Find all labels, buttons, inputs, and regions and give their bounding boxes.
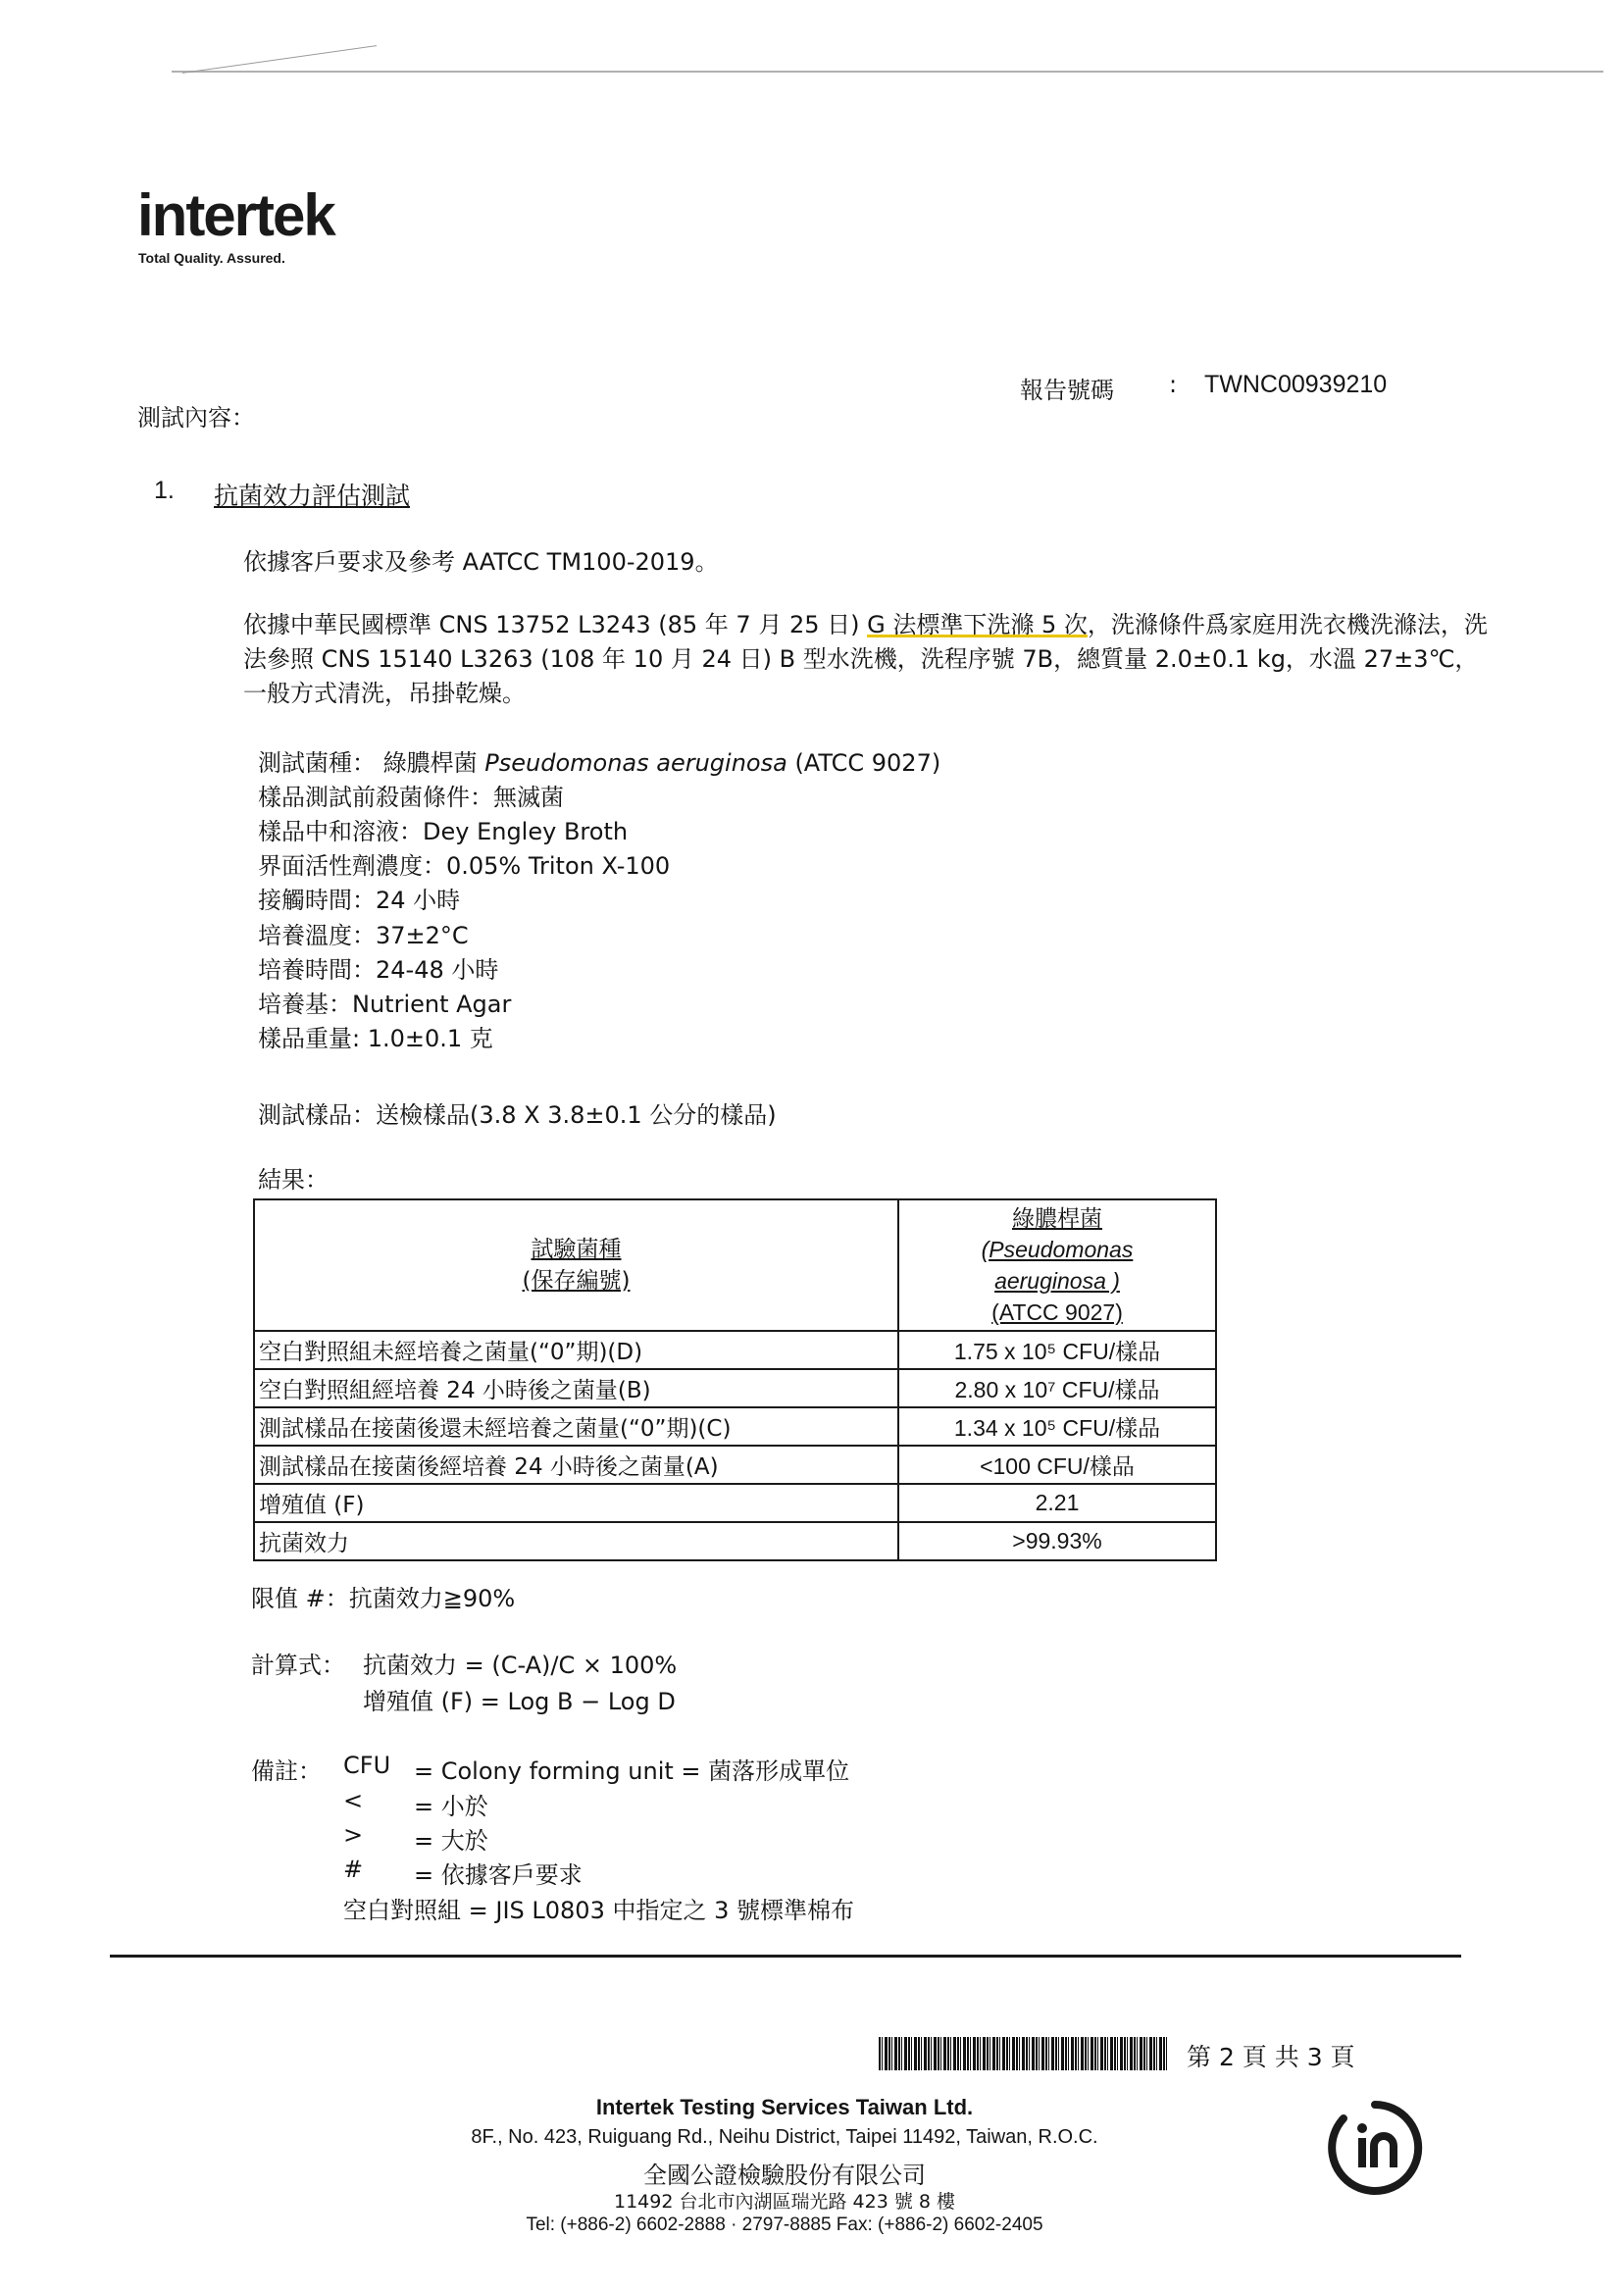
method-reference: 依據客戶要求及參考 AATCC TM100-2019。	[243, 548, 719, 576]
row-label: 空白對照組經培養 24 小時後之菌量(B)	[254, 1369, 898, 1407]
table-row	[254, 1331, 1216, 1369]
condition-item: 培養時間：24-48 小時	[258, 956, 499, 984]
section-number: 1.	[154, 477, 175, 504]
report-number-colon: :	[1169, 371, 1178, 398]
intertek-logo: intertek	[137, 182, 334, 248]
intertek-circle-icon	[1326, 2099, 1424, 2197]
table-header-row	[254, 1199, 1216, 1331]
row-label: 測試樣品在接菌後還未經培養之菌量(“0”期)(C)	[254, 1407, 898, 1446]
formula-growth: 增殖值 (F) = Log B − Log D	[363, 1688, 676, 1715]
note-symbol: CFU	[343, 1752, 391, 1779]
condition-item: 樣品重量: 1.0±0.1 克	[258, 1025, 493, 1052]
row-label: 空白對照組未經培養之菌量(“0”期)(D)	[254, 1331, 898, 1369]
logo-tagline: Total Quality. Assured.	[138, 250, 285, 266]
washing-text-b: ，洗滌條件爲家庭用洗衣機洗滌法，洗法參照 CNS 15140 L3263 (108 年 10 月 24 日) B 型水洗機，洗程序號 7B，總質量 2.0±0.1 kg，水溫 27±3℃，一般方式清洗，吊掛乾燥。	[243, 611, 1488, 707]
row-value: >99.93%	[898, 1522, 1216, 1560]
scan-edge-line	[172, 71, 1603, 73]
note-text: = 依據客戶要求	[414, 1861, 583, 1889]
row-label: 增殖值 (F)	[254, 1484, 898, 1522]
limit-value: 限值 #：抗菌效力≧90%	[251, 1585, 516, 1612]
note-symbol: <	[343, 1787, 364, 1814]
header-organism-cell	[898, 1199, 1216, 1331]
row-value: 2.80 x 10⁷ CFU/樣品	[898, 1369, 1216, 1407]
header-organism-species: aeruginosa )	[994, 1268, 1120, 1294]
condition-item: 樣品測試前殺菌條件：無滅菌	[258, 784, 564, 811]
formula-label: 計算式：	[251, 1652, 345, 1679]
header-organism-zh: 綠膿桿菌	[1012, 1205, 1102, 1231]
row-value: 1.34 x 10⁵ CFU/樣品	[898, 1407, 1216, 1446]
header-strain-cell	[254, 1199, 898, 1331]
test-strain	[258, 748, 940, 778]
note-text: = Colony forming unit = 菌落形成單位	[414, 1757, 850, 1785]
section-title: 抗菌效力評估測試	[214, 482, 411, 510]
test-sample: 測試樣品：送檢樣品(3.8 X 3.8±0.1 公分的樣品)	[258, 1101, 777, 1129]
results-label: 結果：	[258, 1166, 329, 1194]
scan-corner-mark	[182, 45, 377, 74]
address-en: 8F., No. 423, Ruiguang Rd., Neihu District, Taipei 11492, Taiwan, R.O.C.	[471, 2126, 1098, 2148]
note-text: = 小於	[414, 1793, 488, 1820]
strain-latin-name: Pseudomonas aeruginosa	[484, 749, 787, 777]
header-organism-code: (ATCC 9027)	[991, 1299, 1123, 1325]
row-value: 2.21	[898, 1484, 1216, 1522]
header-strain-label: 試驗菌種	[531, 1237, 622, 1262]
washing-highlight: G 法標準下洗滌 5 次	[867, 611, 1088, 638]
report-number-label: 報告號碼	[1020, 377, 1114, 404]
washing-condition-paragraph	[243, 608, 1489, 711]
note-symbol: #	[343, 1856, 364, 1883]
table-row	[254, 1522, 1216, 1560]
company-name-en: Intertek Testing Services Taiwan Ltd.	[595, 2095, 974, 2119]
row-label: 測試樣品在接菌後經培養 24 小時後之菌量(A)	[254, 1446, 898, 1484]
address-zh: 11492 台北市內湖區瑞光路 423 號 8 樓	[614, 2191, 955, 2213]
company-name-zh: 全國公證檢驗股份有限公司	[643, 2162, 926, 2189]
contact-info: Tel: (+886-2) 6602-2888 · 2797-8885 Fax: (+886-2) 6602-2405	[526, 2215, 1043, 2235]
header-organism-genus: (Pseudomonas	[981, 1237, 1134, 1262]
formula-efficacy: 抗菌效力 = (C-A)/C × 100%	[363, 1652, 678, 1679]
strain-label: 測試菌種： 綠膿桿菌	[258, 749, 485, 777]
note-symbol: >	[343, 1821, 364, 1849]
table-row	[254, 1446, 1216, 1484]
condition-item: 接觸時間：24 小時	[258, 887, 461, 914]
note-control-fabric: 空白對照組 = JIS L0803 中指定之 3 號標準棉布	[343, 1897, 854, 1924]
condition-item: 樣品中和溶液：Dey Engley Broth	[258, 818, 629, 845]
test-content-label: 測試內容：	[137, 404, 255, 432]
table-row	[254, 1369, 1216, 1407]
row-label: 抗菌效力	[254, 1522, 898, 1560]
footer-divider	[110, 1955, 1461, 1958]
results-table	[253, 1198, 1217, 1561]
row-value: <100 CFU/樣品	[898, 1446, 1216, 1484]
notes-label: 備註：	[251, 1757, 322, 1785]
page-number: 第 2 頁 共 3 頁	[1187, 2043, 1355, 2071]
report-number: TWNC00939210	[1204, 371, 1388, 398]
strain-code: (ATCC 9027)	[787, 749, 941, 777]
washing-text-a: 依據中華民國標準 CNS 13752 L3243 (85 年 7 月 25 日)	[243, 611, 868, 638]
condition-item: 界面活性劑濃度：0.05% Triton X-100	[258, 852, 671, 880]
barcode	[879, 2037, 1169, 2070]
header-storage-label: (保存編號)	[522, 1268, 631, 1294]
condition-item: 培養溫度：37±2°C	[258, 922, 469, 949]
row-value: 1.75 x 10⁵ CFU/樣品	[898, 1331, 1216, 1369]
note-text: = 大於	[414, 1827, 488, 1855]
table-row	[254, 1484, 1216, 1522]
table-row	[254, 1407, 1216, 1446]
condition-item: 培養基：Nutrient Agar	[258, 991, 512, 1018]
